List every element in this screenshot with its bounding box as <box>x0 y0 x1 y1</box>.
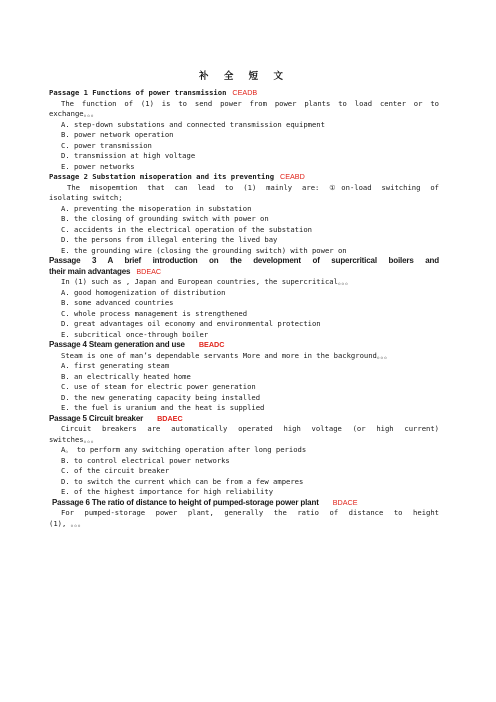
option-item: E. power networks <box>61 161 135 171</box>
passage-title: Passage 5 Circuit breaker <box>49 413 144 423</box>
passage-heading-cont <box>49 267 439 278</box>
passage-stem: switches。。。 <box>49 434 98 444</box>
passage-stem: exchange。。。 <box>49 109 98 118</box>
answer-key: CEADB <box>232 88 258 97</box>
option-item: B. the closing of grounding switch with power on <box>61 214 269 223</box>
passage-stem: Steam is one of man’s dependable servants More and more in the background。。。 <box>61 350 392 360</box>
option-item: B. some advanced countries <box>61 298 174 307</box>
passage-stem: In (1) such as , Japan and European countries, the supercritical。。。 <box>61 277 353 286</box>
option-item: E. subcritical once-through boiler <box>61 329 209 339</box>
option-item: A. first generating steam <box>61 361 170 370</box>
passage-stem: The function of (1) is to send power from power plants to load center or to <box>61 98 439 108</box>
option-item: D. great advantages oil economy and environmental protection <box>61 319 321 328</box>
passage-stem: isolating switch; <box>49 193 123 202</box>
option-item: C. of the circuit breaker <box>61 466 170 475</box>
passage-heading <box>49 172 439 183</box>
option-item: C. use of steam for electric power generation <box>61 382 256 391</box>
passage-heading <box>49 414 439 425</box>
option-item: D. the new generating capacity being installed <box>61 392 261 402</box>
option-item: D. the persons from illegal entering the lived bay <box>61 235 278 244</box>
option-item: E. the fuel is uranium and the heat is supplied <box>61 403 265 412</box>
passage-stem: The misopemtion that can lead to (1) mainly are: ①on-load switching of <box>67 182 439 192</box>
option-item: A. good homogenization of distribution <box>61 287 226 297</box>
option-item: A。 to perform any switching operation after long periods <box>61 445 307 454</box>
answer-key: BEADC <box>198 340 225 349</box>
option-item: C. whole process management is strengthened <box>61 308 248 318</box>
answer-key: BDAEC <box>157 413 183 423</box>
passage-title: Passage 2 Substation misoperation and its preventing <box>49 172 275 181</box>
option-item: B. an electrically heated home <box>61 371 191 381</box>
answer-key: CEABD <box>280 172 305 181</box>
passage-heading <box>49 498 439 509</box>
option-item: E. of the highest importance for high reliability <box>61 487 274 496</box>
document-title: 补 全 短 文 <box>199 71 289 82</box>
document-body <box>49 88 439 529</box>
option-item: D. to switch the current which can be from a few amperes <box>61 476 304 486</box>
option-item: C. accidents in the electrical operation of the substation <box>61 224 312 234</box>
passage-title: Passage 4 Steam generation and use <box>49 340 185 349</box>
option-item: A. step-down substations and connected transmission equipment <box>61 119 325 129</box>
option-item: B. to control electrical power networks <box>61 455 230 465</box>
answer-key: BDACE <box>332 497 358 507</box>
passage-stem: Circuit breakers are automatically operated high voltage (or high current) <box>61 424 439 433</box>
option-item: C. power transmission <box>61 140 152 150</box>
option-item: B. power network operation <box>61 130 174 139</box>
passage-title: Passage 6 The ratio of distance to height of pumped-storage power plant <box>52 497 319 507</box>
option-item: E. the grounding wire (closing the grounding switch) with power on <box>61 245 347 255</box>
passage-stem: For pumped-storage power plant, generally the ratio of distance to height <box>61 508 439 517</box>
option-item: A. preventing the misoperation in substation <box>61 203 252 213</box>
passage-stem: (1), 。。。 <box>49 518 85 528</box>
option-item: D. transmission at high voltage <box>61 151 196 160</box>
passage-title: Passage 1 Functions of power transmission <box>49 88 227 97</box>
passage-title: Passage 3 A brief introduction on the development of supercritical boilers and <box>49 256 439 265</box>
passage-heading <box>49 340 439 351</box>
passage-heading <box>49 256 439 267</box>
answer-key: BDEAC <box>136 266 162 276</box>
passage-heading <box>49 88 439 99</box>
passage-title-cont: their main advantages <box>49 266 131 276</box>
